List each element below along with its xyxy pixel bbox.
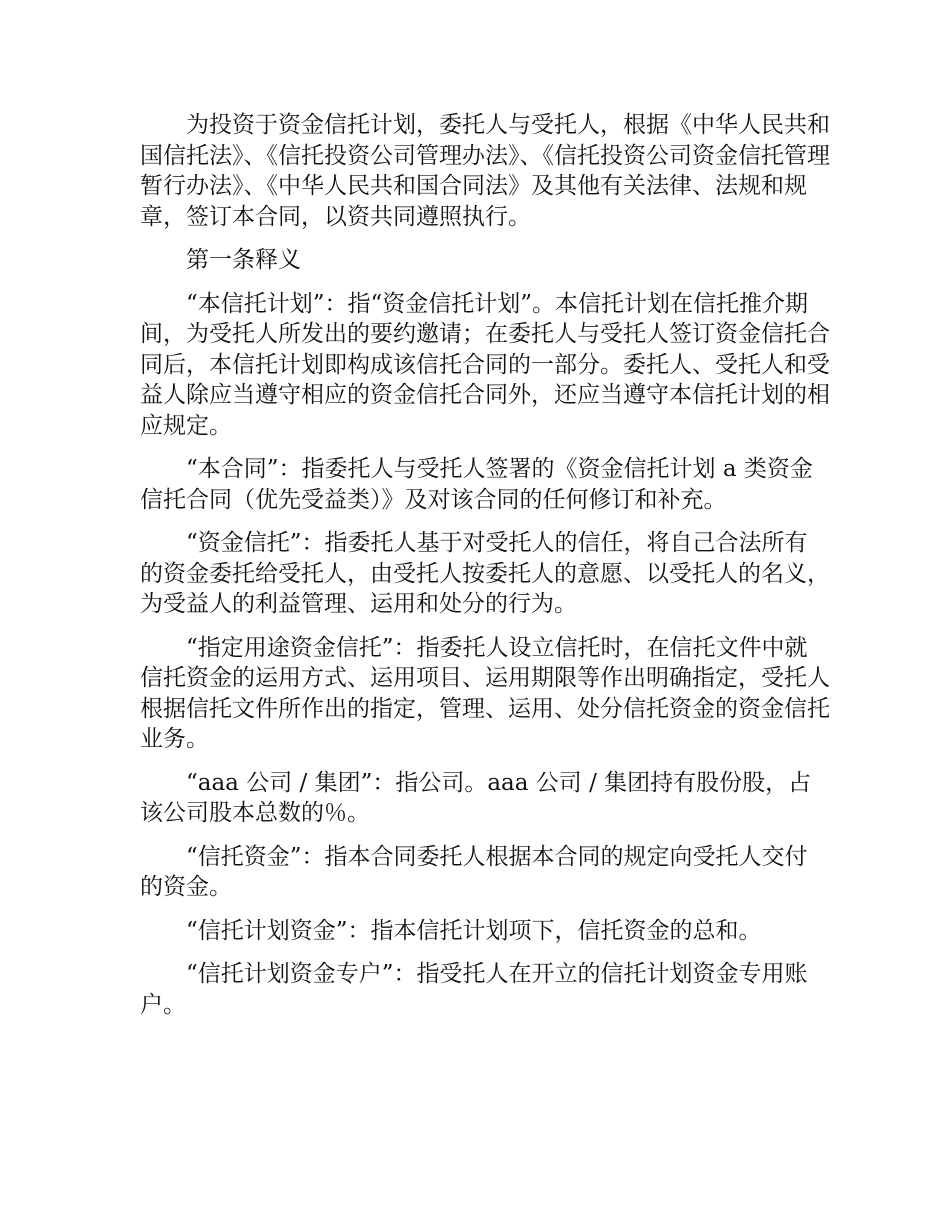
definition-trust-funds: “信托资金”：指本合同委托人根据本合同的规定向受托人交付的资金。	[140, 843, 808, 900]
definition-trust-plan: “本信托计划”：指“资金信托计划”。本信托计划在信托推介期间，为受托人所发出的要约邀请；在委托人与受托人签订资金信托合同后，本信托计划即构成该信托合同的一部分。委托人、受托人和受益人除应当遵守相应的资金信托合同外，还应当遵守本信托计划的相应规定。	[140, 290, 830, 439]
definition-trust-plan-funds: “信托计划资金”：指本信托计划项下，信托资金的总和。	[186, 917, 762, 944]
definition-designated-purpose-trust: “指定用途资金信托”：指委托人设立信托时，在信托文件中就信托资金的运用方式、运用项目、运用期限等作出明确指定，受托人根据信托文件所作出的指定，管理、运用、处分信托资金的资金信托业务。	[140, 634, 830, 752]
definition-fund-trust: “资金信托”：指委托人基于对受托人的信任，将自己合法所有的资金委托给受托人，由受托人按委托人的意愿、以受托人的名义，为受益人的利益管理、运用和处分的行为。	[140, 530, 830, 617]
article-one-heading: 第一条释义	[186, 247, 301, 273]
document-body	[140, 110, 830, 1033]
definition-trust-plan-account: “信托计划资金专户”：指受托人在开立的信托计划资金专用账户。	[140, 961, 808, 1018]
definition-contract: “本合同”：指委托人与受托人签署的《资金信托计划 a 类资金信托合同（优先受益类）》及对该合同的任何修订和补充。	[140, 456, 813, 513]
preamble-paragraph: 为投资于资金信托计划，委托人与受托人，根据《中华人民共和国信托法》、《信托投资公司管理办法》、《信托投资公司资金信托管理暂行办法》、《中华人民共和国合同法》及其他有关法律、法规和规章，签订本合同，以资共同遵照执行。	[140, 112, 830, 230]
definition-aaa-company: “aaa 公司 / 集团”：指公司。aaa 公司 / 集团持有股份股，占该公司股本总数的％。	[140, 769, 812, 826]
